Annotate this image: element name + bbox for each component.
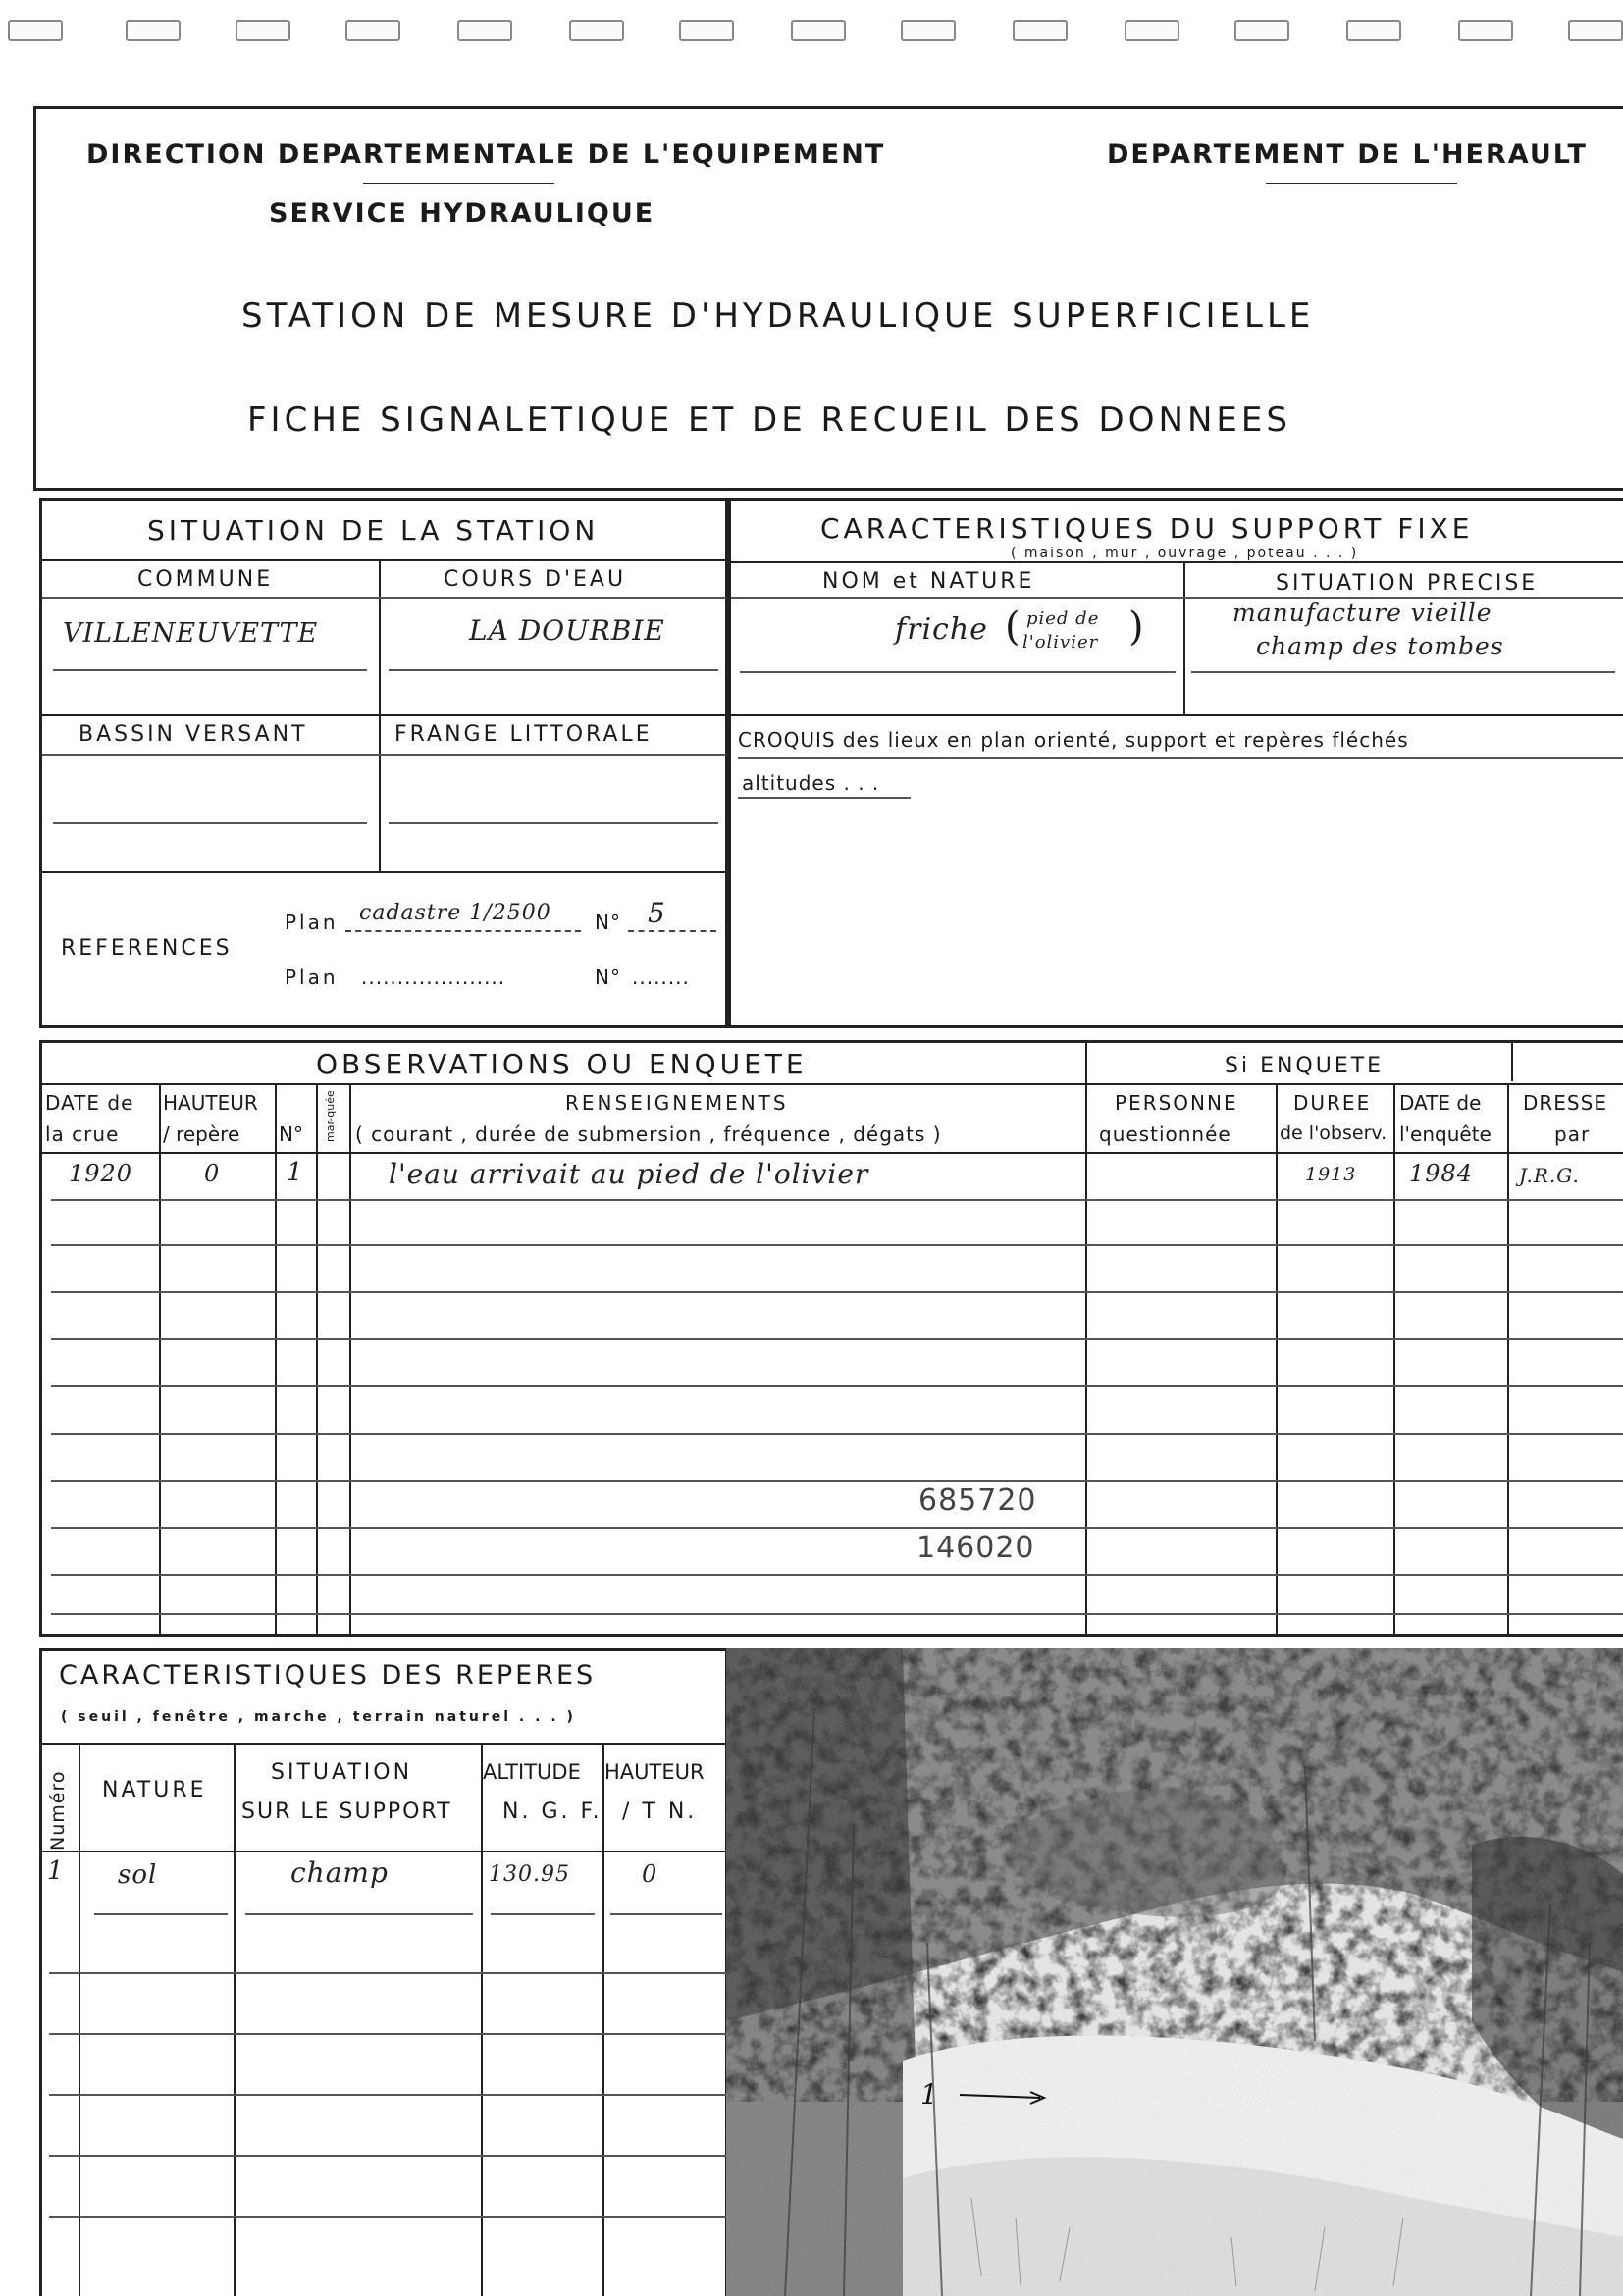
table-row-line <box>51 1338 1623 1340</box>
frange-label: FRANGE LITTORALE <box>394 722 653 747</box>
field-line <box>53 822 367 824</box>
col-hauteur-2: / T N. <box>622 1800 698 1824</box>
obs-dresse: J.R.G. <box>1519 1164 1580 1187</box>
divider <box>42 1083 1623 1085</box>
department-name: DEPARTEMENT DE L'HERAULT <box>1107 139 1588 170</box>
nom-aside-1: pied de <box>1026 608 1100 629</box>
support-heading: CARACTERISTIQUES DU SUPPORT FIXE <box>820 512 1474 545</box>
divider <box>42 871 726 873</box>
binder-hole <box>126 20 181 41</box>
divider <box>42 1851 726 1852</box>
field-line <box>389 822 718 824</box>
service-name: SERVICE HYDRAULIQUE <box>269 198 655 229</box>
column-line <box>234 1745 236 2296</box>
binder-hole <box>457 20 512 41</box>
coord-y: 146020 <box>916 1531 1035 1565</box>
table-row-line <box>610 1913 722 1915</box>
site-photo-drawing <box>726 1648 1623 2296</box>
table-row-line <box>51 1480 1623 1482</box>
divider <box>731 714 1623 716</box>
plan2-dots: .................... <box>361 965 506 989</box>
col-hauteur-1: HAUTEUR <box>604 1760 705 1784</box>
column-line <box>1507 1085 1509 1635</box>
divider <box>42 754 726 756</box>
field-line <box>740 671 1176 673</box>
col-hauteur-2: / repère <box>163 1122 240 1146</box>
binder-hole <box>8 20 63 41</box>
field-line <box>738 797 911 799</box>
column-line <box>1276 1085 1278 1635</box>
column-line <box>481 1745 483 2296</box>
col-altitude-2: N. G. F. <box>502 1800 602 1824</box>
col-situation-1: SITUATION <box>271 1760 413 1785</box>
obs-no: 1 <box>287 1158 304 1187</box>
binder-hole <box>901 20 956 41</box>
no2-dots: ........ <box>632 965 690 989</box>
column-line <box>316 1085 318 1635</box>
repere-nature: sol <box>118 1860 158 1890</box>
divider <box>42 714 726 716</box>
field-line <box>1191 671 1615 673</box>
col-duree-2: de l'observ. <box>1280 1122 1387 1144</box>
references-label: REFERENCES <box>61 936 233 961</box>
reperes-heading: CARACTERISTIQUES DES REPERES <box>59 1660 597 1691</box>
commune-value: VILLENEUVETTE <box>63 618 319 649</box>
col-duree-1: DUREE <box>1293 1091 1372 1115</box>
binder-hole <box>236 20 290 41</box>
table-row-line <box>49 2155 726 2157</box>
table-row-line <box>49 2033 726 2035</box>
binder-hole <box>569 20 624 41</box>
field-line <box>389 669 718 671</box>
col-date-1: DATE de <box>45 1091 134 1115</box>
situation-line-1: manufacture vieille <box>1232 599 1492 627</box>
column-line <box>159 1085 161 1635</box>
table-row-line <box>51 1291 1623 1293</box>
field-dots <box>628 930 716 932</box>
bassin-label: BASSIN VERSANT <box>79 722 308 747</box>
col-dresse-2: par <box>1554 1122 1591 1146</box>
nom-aside-2: l'olivier <box>1022 632 1099 652</box>
site-photo <box>726 1648 1623 2296</box>
divider <box>731 561 1623 563</box>
binder-hole <box>1125 20 1179 41</box>
col-marquee: mar-quée <box>324 1090 337 1142</box>
binder-hole <box>791 20 846 41</box>
table-row-line <box>94 1913 228 1915</box>
col-numero: Numéro <box>47 1770 69 1851</box>
table-row-line <box>51 1385 1623 1387</box>
binder-hole <box>1013 20 1068 41</box>
altitudes-label: altitudes . . . <box>742 771 880 795</box>
binder-hole <box>1234 20 1289 41</box>
plan1-value: cadastre 1/2500 <box>359 901 551 925</box>
plan2-label: Plan <box>285 965 339 989</box>
col-personne-2: questionnée <box>1099 1122 1231 1146</box>
field-dots <box>345 930 581 932</box>
binder-hole <box>679 20 734 41</box>
no1-value: 5 <box>648 897 666 929</box>
col-dresse-1: DRESSE <box>1523 1091 1607 1115</box>
col-rens-1: RENSEIGNEMENTS <box>565 1091 789 1115</box>
page-title: STATION DE MESURE D'HYDRAULIQUE SUPERFICIELLE <box>241 296 1315 336</box>
nom-value: friche <box>895 612 988 647</box>
situation-heading: SITUATION DE LA STATION <box>147 514 600 547</box>
no-label: N° <box>595 911 621 934</box>
paren-open: ( <box>1005 604 1022 650</box>
table-row-line <box>49 2094 726 2096</box>
table-row-line <box>49 1972 726 1974</box>
col-date-2: la crue <box>45 1122 120 1146</box>
no2-label: N° <box>595 965 621 989</box>
plan-label: Plan <box>285 911 339 934</box>
column-line <box>1393 1085 1395 1635</box>
col-date-enquete-1: DATE de <box>1399 1091 1482 1115</box>
commune-label: COMMUNE <box>137 567 274 592</box>
binder-hole <box>1568 20 1623 41</box>
situation-precise-label: SITUATION PRECISE <box>1276 571 1539 596</box>
support-note: ( maison , mur , ouvrage , poteau . . . ) <box>1011 546 1359 561</box>
divider <box>379 561 381 873</box>
page-subtitle: FICHE SIGNALETIQUE ET DE RECUEIL DES DONNEES <box>247 400 1291 440</box>
col-date-enquete-2: l'enquête <box>1399 1122 1492 1146</box>
reperes-note: ( seuil , fenêtre , marche , terrain naturel . . . ) <box>61 1709 576 1725</box>
field-line <box>53 669 367 671</box>
obs-duree: 1913 <box>1305 1164 1357 1185</box>
column-line <box>602 1745 604 2296</box>
col-personne-1: PERSONNE <box>1115 1091 1238 1115</box>
cours-value: LA DOURBIE <box>469 614 665 647</box>
col-altitude-1: ALTITUDE <box>483 1760 581 1784</box>
field-line <box>738 757 1623 759</box>
situation-line-2: champ des tombes <box>1256 632 1504 660</box>
photo-marker-label: 1 <box>920 2078 938 2111</box>
org-name: DIRECTION DEPARTEMENTALE DE L'EQUIPEMENT <box>86 139 886 170</box>
divider <box>42 559 726 561</box>
binder-holes <box>0 20 1623 49</box>
column-line <box>349 1085 351 1635</box>
observations-heading: OBSERVATIONS OU ENQUETE <box>316 1048 808 1080</box>
column-line <box>1511 1042 1513 1081</box>
col-situation-2: SUR LE SUPPORT <box>241 1800 452 1824</box>
divider <box>42 1152 1623 1154</box>
column-line <box>275 1085 277 1635</box>
nom-label: NOM et NATURE <box>822 569 1035 594</box>
obs-renseignements: l'eau arrivait au pied de l'olivier <box>389 1158 869 1190</box>
coord-x: 685720 <box>918 1484 1037 1518</box>
obs-hauteur: 0 <box>204 1160 221 1187</box>
repere-numero: 1 <box>47 1856 65 1886</box>
binder-hole <box>1346 20 1401 41</box>
divider <box>42 1743 726 1745</box>
col-nature: NATURE <box>102 1778 207 1802</box>
table-row-line <box>51 1244 1623 1246</box>
paren-close: ) <box>1128 604 1146 650</box>
obs-date-enquete: 1984 <box>1409 1160 1474 1187</box>
underline <box>1266 183 1457 184</box>
divider <box>1183 561 1185 714</box>
repere-hauteur: 0 <box>642 1860 658 1888</box>
obs-date: 1920 <box>69 1160 133 1187</box>
table-row-line <box>51 1199 1623 1201</box>
binder-hole <box>345 20 400 41</box>
croquis-label: CROQUIS des lieux en plan orienté, support et repères fléchés <box>738 728 1409 752</box>
table-row-line <box>51 1527 1623 1529</box>
col-rens-2: ( courant , durée de submersion , fréquence , dégats ) <box>355 1122 942 1146</box>
column-line <box>79 1745 80 2296</box>
col-hauteur-1: HAUTEUR <box>163 1091 258 1115</box>
underline <box>363 183 554 184</box>
table-row-line <box>49 2216 726 2218</box>
cours-label: COURS D'EAU <box>444 567 627 592</box>
divider <box>42 597 726 599</box>
table-row-line <box>245 1913 473 1915</box>
table-row-line <box>51 1613 1623 1615</box>
col-no: N° <box>279 1122 303 1146</box>
repere-altitude: 130.95 <box>489 1862 570 1887</box>
repere-situation: champ <box>290 1856 389 1889</box>
table-row-line <box>491 1913 595 1915</box>
table-row-line <box>51 1574 1623 1576</box>
table-row-line <box>51 1433 1623 1435</box>
binder-hole <box>1458 20 1513 41</box>
enquete-heading: Si ENQUETE <box>1225 1054 1385 1078</box>
